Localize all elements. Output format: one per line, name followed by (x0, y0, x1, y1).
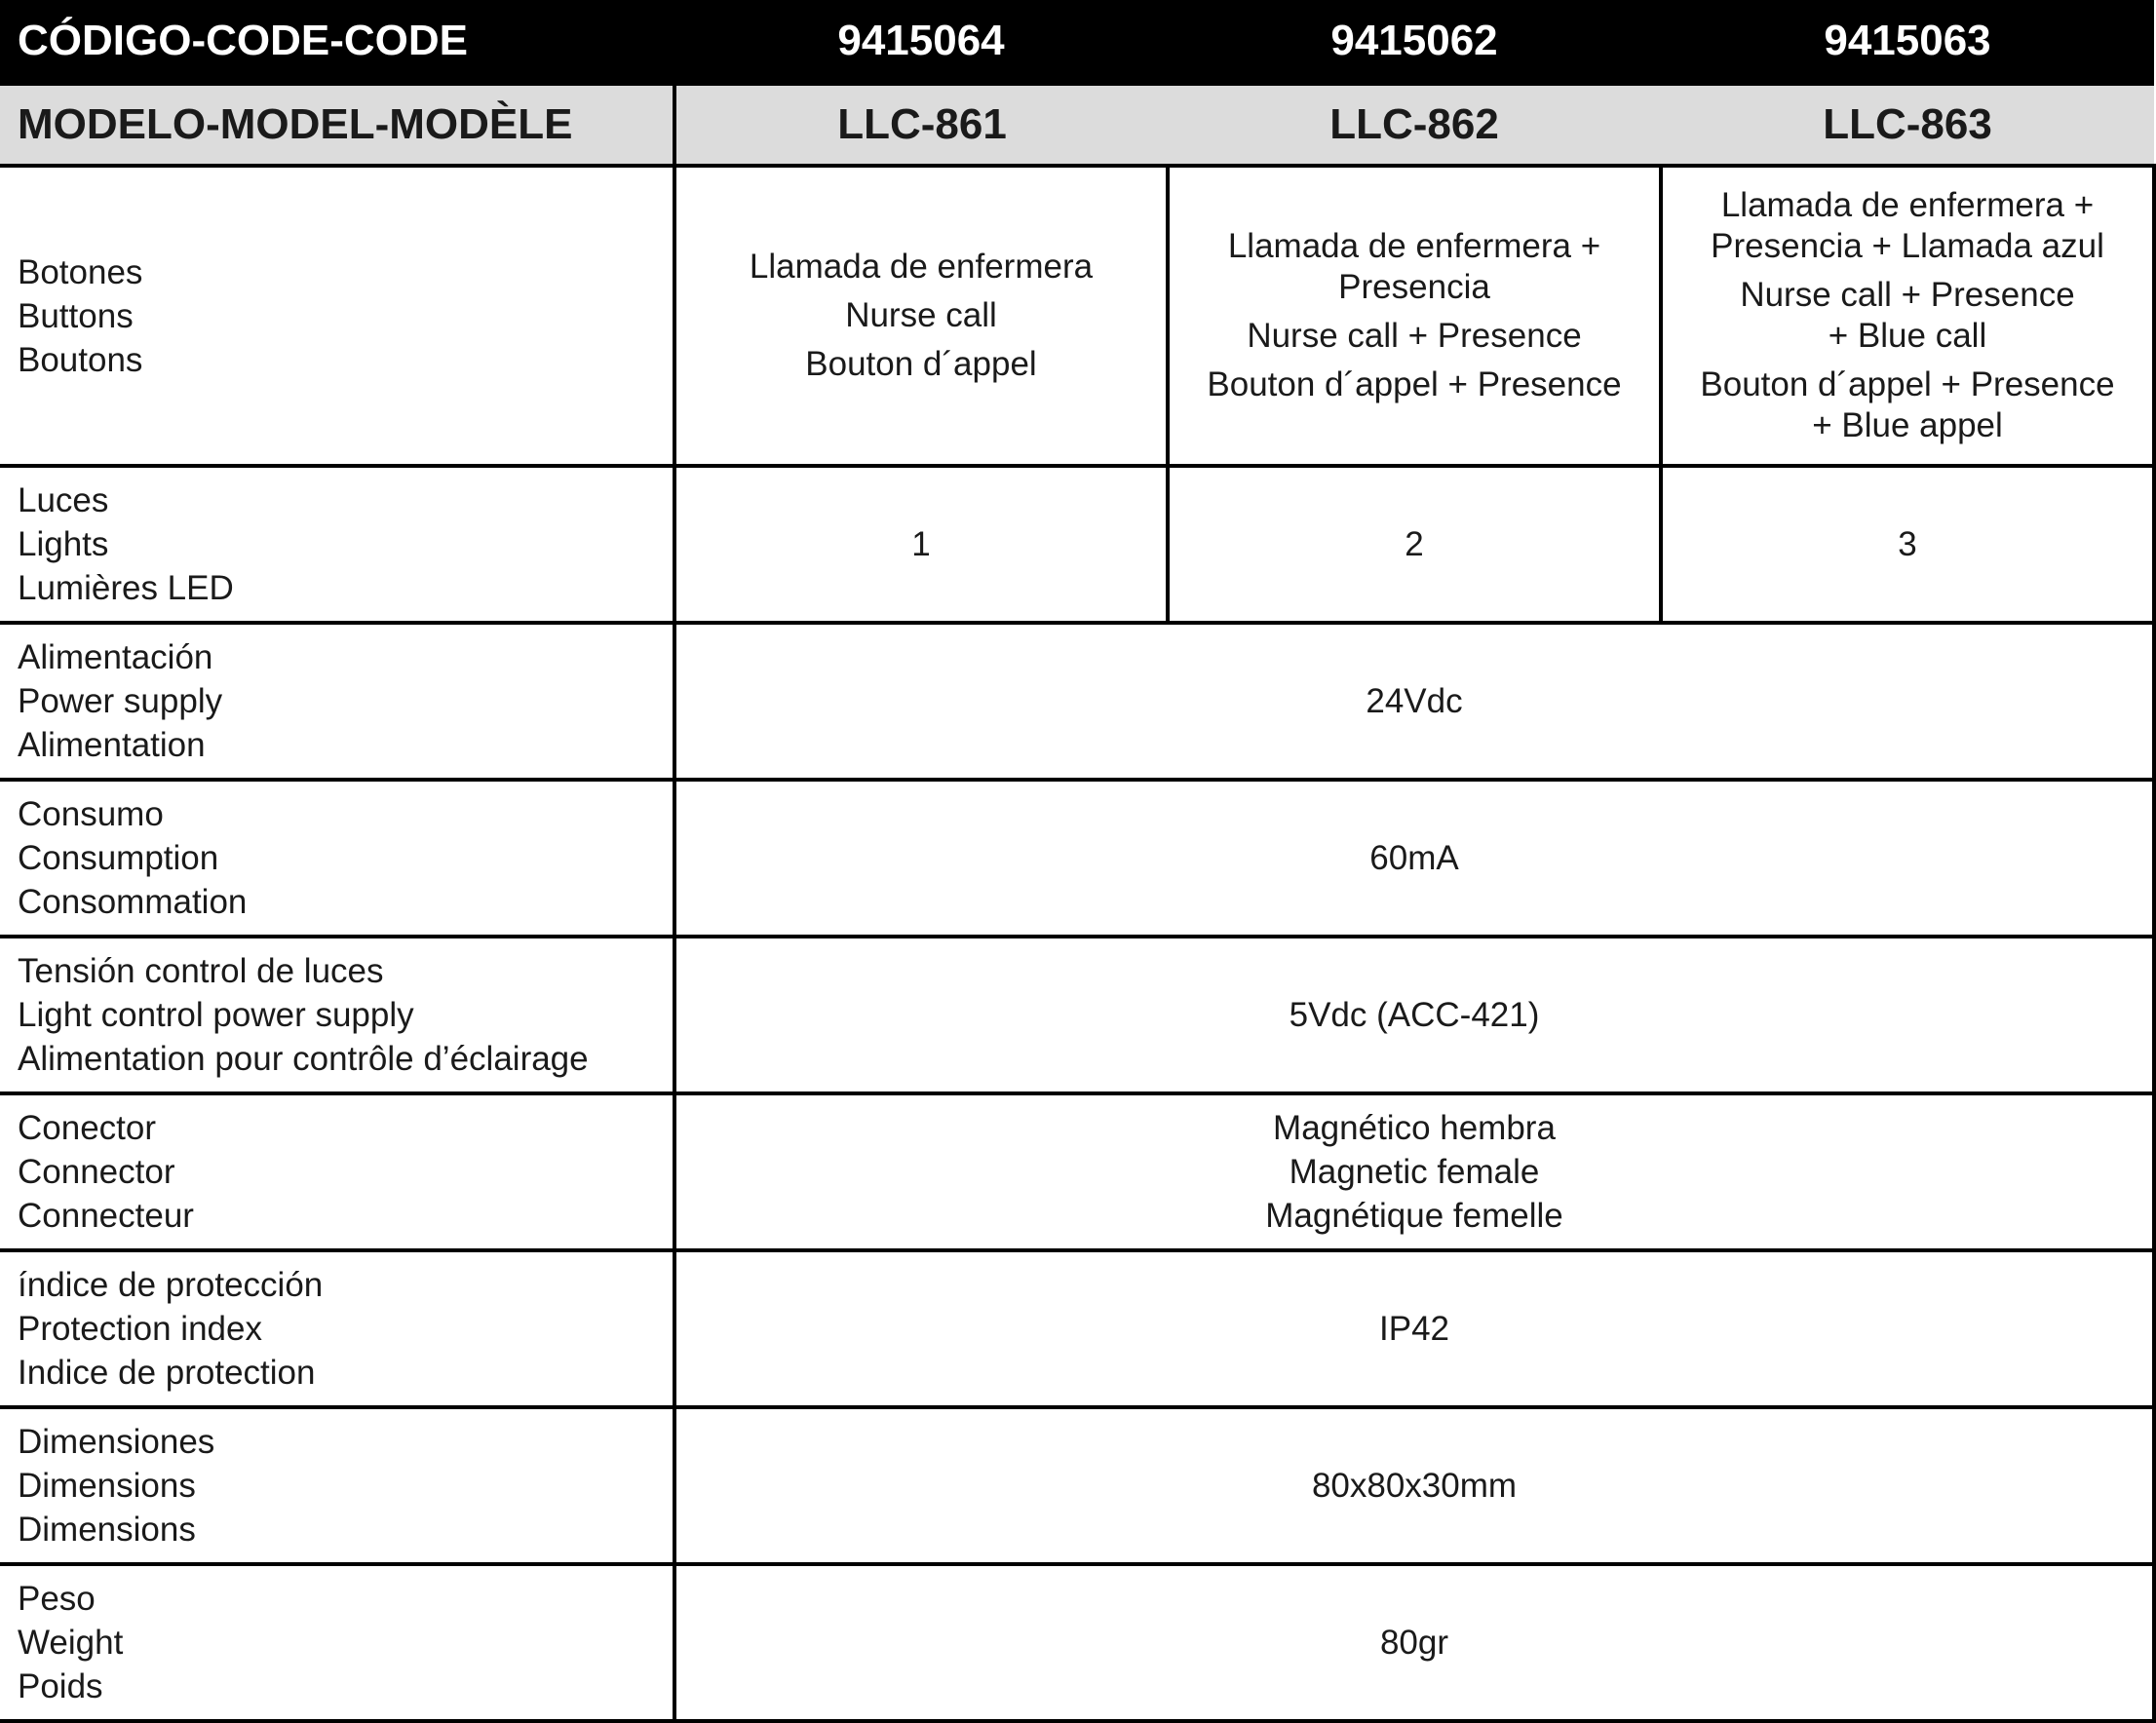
consumption-value: 60mA (674, 780, 2154, 937)
label-line: Light control power supply (18, 996, 414, 1034)
label-line: Buttons (18, 296, 134, 335)
value-line: Bouton d´appel + Presence (1207, 365, 1622, 403)
light-control-value: 5Vdc (ACC-421) (674, 937, 2154, 1093)
value-line: Llamada de enfermera + (1720, 186, 2095, 224)
row-label (0, 1250, 674, 1407)
label-line: Peso (18, 1580, 96, 1618)
label-line: Alimentación (18, 638, 213, 676)
label-line: Boutons (18, 340, 143, 379)
label-line: Power supply (18, 682, 223, 720)
buttons-cell (1168, 166, 1661, 466)
label-line: Protection index (18, 1310, 262, 1348)
label-line: Consumo (18, 795, 164, 833)
label-line: Lumières LED (18, 569, 234, 607)
label-line: Luces (18, 481, 109, 519)
value-line: Magnético hembra (1273, 1109, 1556, 1147)
lights-value: 1 (674, 466, 1168, 623)
code-value: 9415064 (674, 0, 1168, 84)
protection-row (0, 1250, 2154, 1407)
protection-value: IP42 (674, 1250, 2154, 1407)
dimensions-row (0, 1407, 2154, 1564)
row-label (0, 1093, 674, 1250)
row-label (0, 623, 674, 780)
label-line: Weight (18, 1624, 124, 1662)
value-line: Nurse call + Presence (1247, 317, 1582, 355)
light-control-row (0, 937, 2154, 1093)
label-line: Connector (18, 1153, 175, 1191)
value-line: Magnetic female (1289, 1153, 1540, 1191)
label-line: Lights (18, 525, 109, 563)
model-value: LLC-863 (1661, 84, 2154, 166)
dimensions-value: 80x80x30mm (674, 1407, 2154, 1564)
buttons-row (0, 166, 2154, 466)
row-label (0, 780, 674, 937)
value-line: Bouton d´appel (805, 345, 1037, 383)
value-line: Llamada de enfermera (749, 248, 1094, 286)
row-label (0, 1564, 674, 1721)
label-line: Dimensions (18, 1511, 196, 1549)
value-line: Nurse call + Presence (1740, 276, 2075, 314)
value-line: Llamada de enfermera + (1227, 227, 1601, 265)
label-line: Connecteur (18, 1197, 194, 1235)
label-line: Consommation (18, 883, 248, 921)
label-line: índice de protección (18, 1266, 324, 1304)
weight-row (0, 1564, 2154, 1721)
label-line: Dimensiones (18, 1423, 215, 1461)
power-value: 24Vdc (674, 623, 2154, 780)
value-line: Nurse call (845, 296, 997, 334)
value-line: Presencia + Llamada azul (1711, 227, 2104, 265)
label-line: Indice de protection (18, 1354, 316, 1392)
code-header-row (0, 0, 2154, 84)
lights-value: 3 (1661, 466, 2154, 623)
row-label (0, 466, 674, 623)
power-row (0, 623, 2154, 780)
label-line: Alimentation (18, 726, 206, 764)
value-line: Magnétique femelle (1265, 1197, 1563, 1235)
row-label (0, 1407, 674, 1564)
lights-value: 2 (1168, 466, 1661, 623)
connector-row (0, 1093, 2154, 1250)
consumption-row (0, 780, 2154, 937)
label-line: Consumption (18, 839, 219, 877)
model-label: MODELO-MODEL-MODÈLE (0, 84, 674, 166)
label-line: Dimensions (18, 1467, 196, 1505)
row-label (0, 937, 674, 1093)
label-line: Botones (18, 252, 143, 291)
label-line: Poids (18, 1667, 103, 1705)
value-line: Bouton d´appel + Presence (1700, 365, 2115, 403)
code-value: 9415062 (1168, 0, 1661, 84)
label-line: Conector (18, 1109, 157, 1147)
buttons-cell (1661, 166, 2154, 466)
connector-value (674, 1093, 2154, 1250)
model-value: LLC-862 (1168, 84, 1661, 166)
label-line: Alimentation pour contrôle d’éclairage (18, 1040, 589, 1078)
row-label (0, 166, 674, 466)
label-line: Tensión control de luces (18, 952, 384, 990)
lights-row (0, 466, 2154, 623)
value-line: Presencia (1338, 268, 1490, 306)
buttons-cell (674, 166, 1168, 466)
code-value: 9415063 (1661, 0, 2154, 84)
value-line: + Blue call (1828, 317, 1987, 355)
value-line: + Blue appel (1812, 406, 2003, 444)
code-label: CÓDIGO-CODE-CODE (0, 0, 674, 84)
model-value: LLC-861 (674, 84, 1168, 166)
weight-value: 80gr (674, 1564, 2154, 1721)
model-header-row (0, 84, 2154, 166)
